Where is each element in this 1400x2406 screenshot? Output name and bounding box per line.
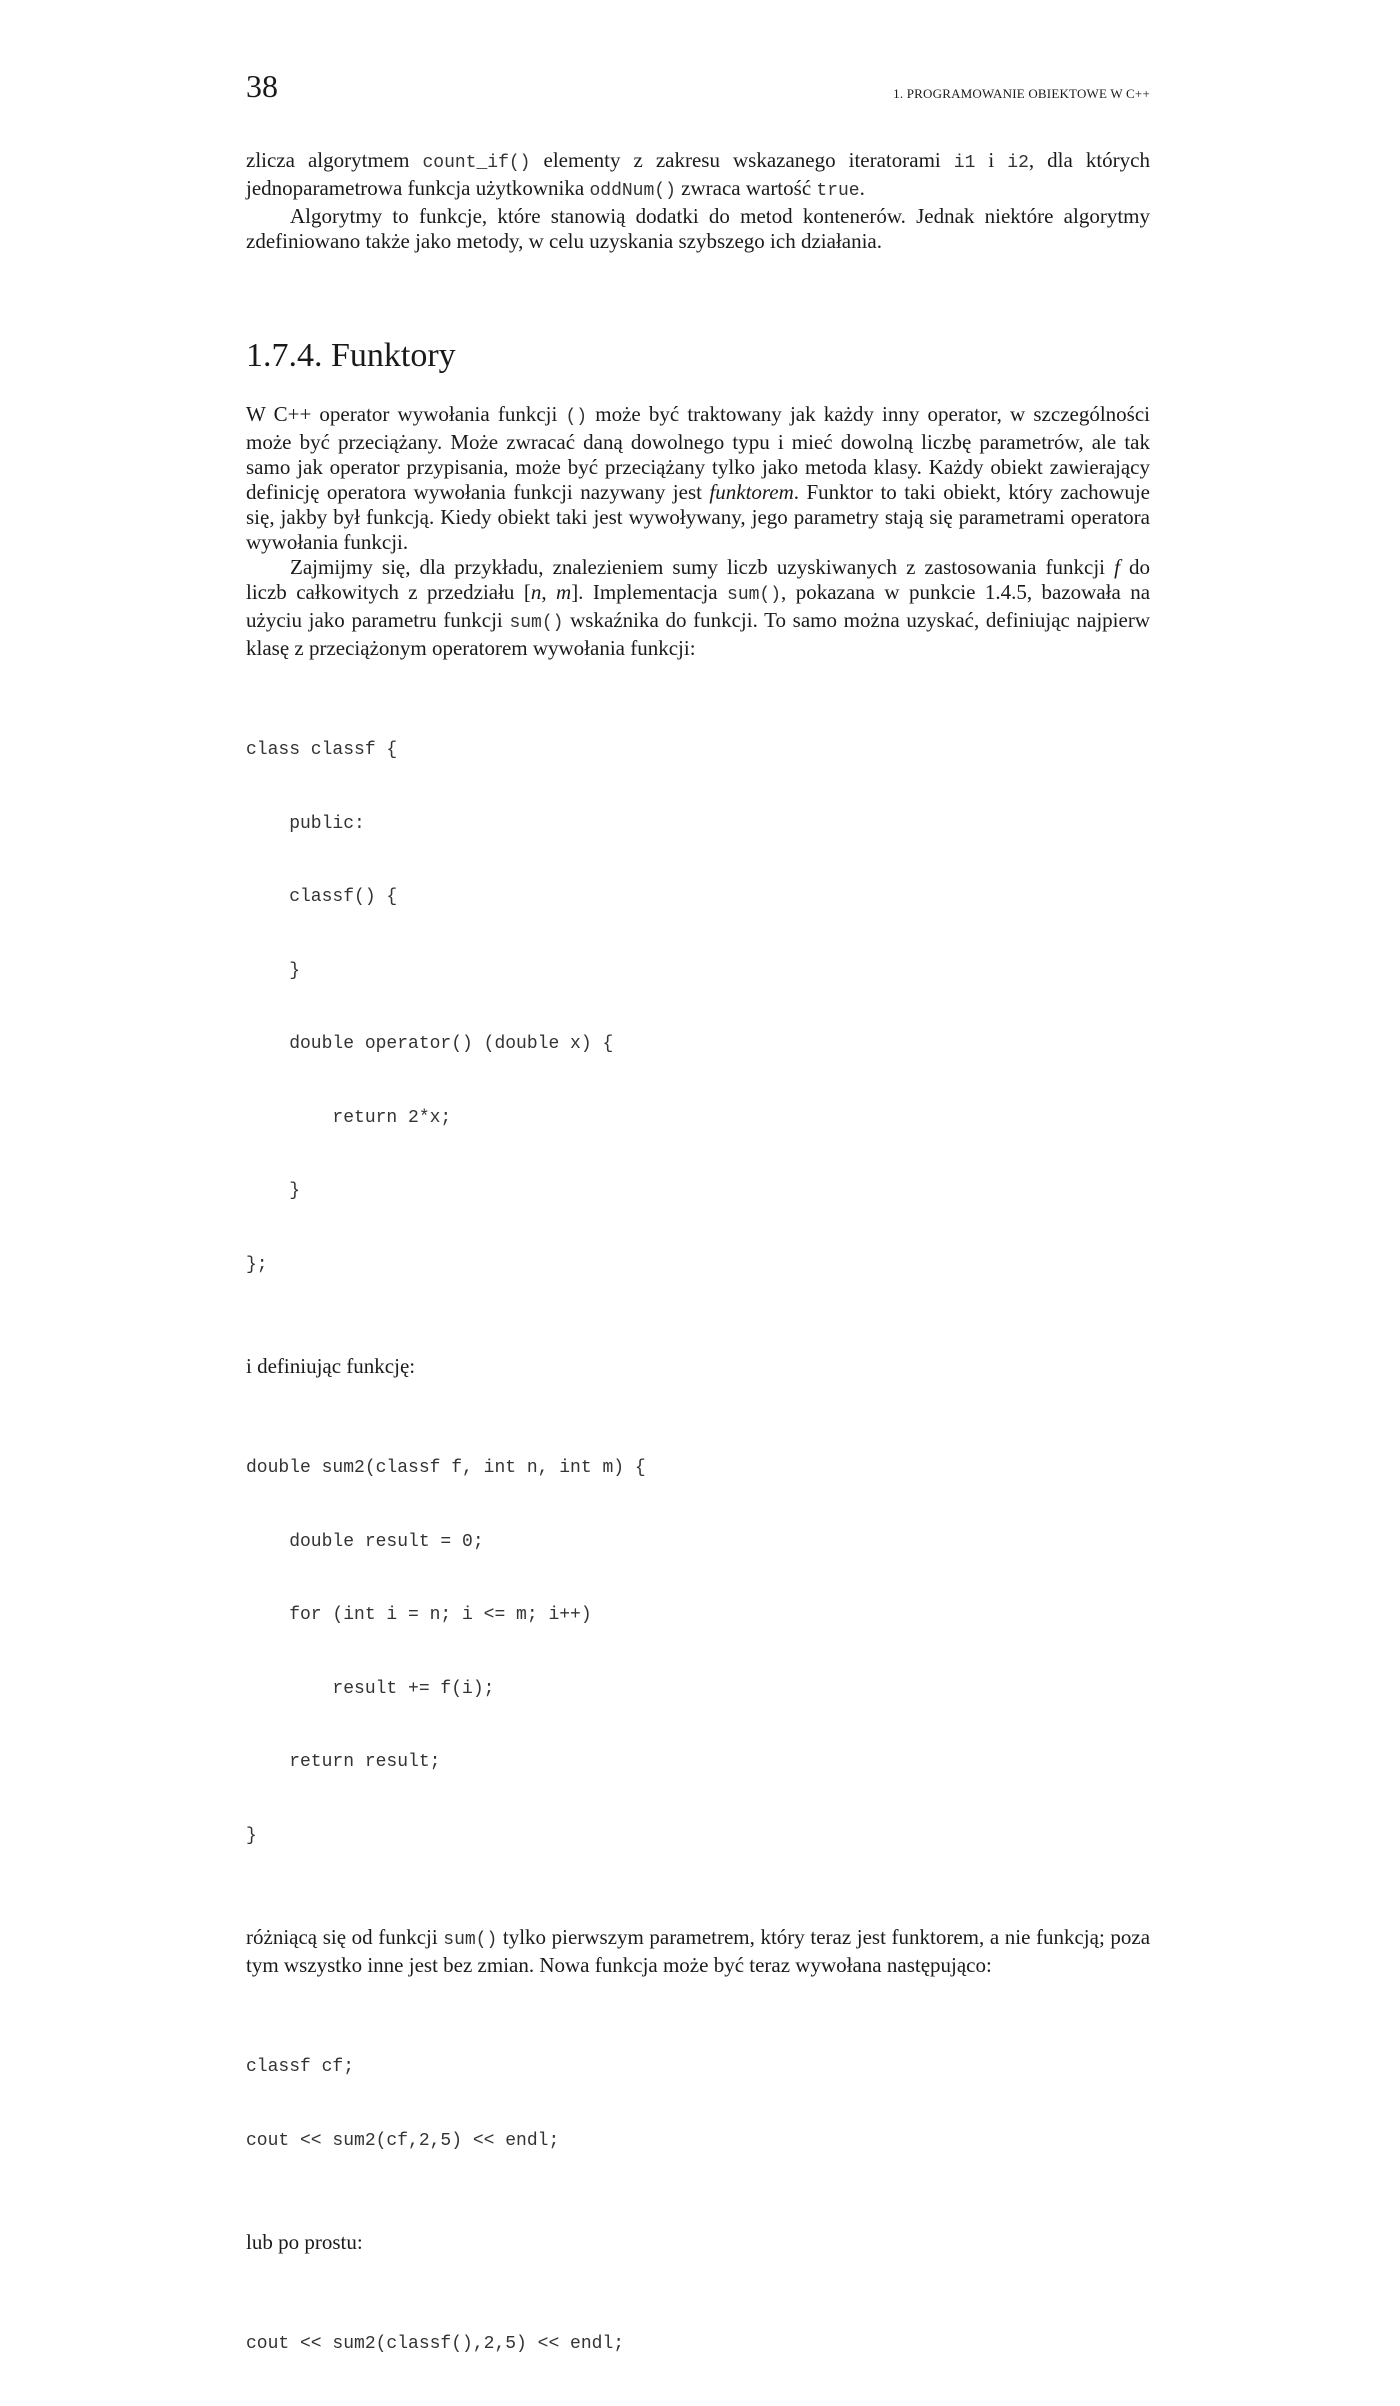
code-sum-3: sum() bbox=[443, 1930, 498, 1950]
code-oddnum: oddNum() bbox=[589, 181, 676, 201]
running-head: 1. PROGRAMOWANIE OBIEKTOWE W C++ bbox=[893, 86, 1150, 101]
code-line: for (int i = n; i <= m; i++) bbox=[246, 1605, 592, 1625]
code-line: cout << sum2(cf,2,5) << endl; bbox=[246, 2130, 560, 2151]
code-line: } bbox=[246, 1181, 301, 1201]
code-sum-2: sum() bbox=[509, 613, 564, 633]
code-block-classf bbox=[246, 689, 1150, 1326]
code-line: } bbox=[246, 1825, 257, 1846]
term-funktorem: funktorem bbox=[709, 480, 794, 504]
code-line: }; bbox=[246, 1254, 268, 1275]
code-line: double result = 0; bbox=[246, 1531, 484, 1552]
code-i1: i1 bbox=[953, 153, 976, 173]
page-header bbox=[246, 66, 1150, 116]
code-line: double sum2(classf f, int n, int m) { bbox=[246, 1458, 646, 1478]
code-block-call-cf bbox=[246, 2006, 1150, 2202]
code-sum: sum() bbox=[727, 585, 782, 605]
page-body bbox=[246, 148, 1150, 2406]
code-line: return result; bbox=[246, 1752, 441, 1772]
code-block-call-temp bbox=[246, 2283, 1150, 2406]
section-heading: 1.7.4. Funktory bbox=[246, 337, 456, 374]
code-call-operator: () bbox=[565, 407, 588, 427]
code-block-sum2 bbox=[246, 1407, 1150, 1897]
code-line: return 2*x; bbox=[246, 1107, 452, 1128]
code-count-if: count_if() bbox=[422, 153, 531, 173]
code-line: result += f(i); bbox=[246, 1678, 495, 1699]
code-line: class classf { bbox=[246, 740, 398, 760]
page-number: 38 bbox=[246, 68, 278, 104]
code-line: public: bbox=[246, 813, 365, 834]
code-line: } bbox=[246, 960, 301, 981]
code-line: classf() { bbox=[246, 887, 398, 907]
paragraph-intro-1: zlicza algorytmem count_if() elementy z zakresu wskazanego iteratorami i1 i i2, dla których jednoparametrowa funkcja użytkownika oddNum() zwraca wartość true. bbox=[246, 148, 1150, 201]
paragraph-intro-2: Algorytmy to funkcje, które stanowią dodatki do metod kontenerów. Jednak niektóre algorytmy zdefiniowano także jako metody, w celu uzyskania szybszego ich działania. bbox=[246, 204, 1150, 253]
code-line: cout << sum2(classf(),2,5) << endl; bbox=[246, 2334, 625, 2354]
paragraph-define-function: i definiując funkcję: bbox=[246, 1354, 416, 1378]
code-i2: i2 bbox=[1007, 153, 1029, 173]
paragraph-difference: różniącą się od funkcji sum() tylko pierwszym parametrem, który teraz jest funktorem, a nie funkcją; poza tym wszystko inne jest bez zmian. Nowa funkcja może być teraz wywołana następująco: bbox=[246, 1925, 1151, 1977]
paragraph-sum-example: Zajmijmy się, dla przykładu, znalezieniem sumy liczb uzyskiwanych z zastosowania funkcji f do liczb całkowitych z przedziału [n, m]. Implementacja sum(), pokazana w punkcie 1.4.5, bazowała na użyciu jako parametru funkcji sum() wskaźnika do funkcji. To samo można uzyskać, definiując najpierw klasę z przeciążonym operatorem wywołania funkcji: bbox=[246, 555, 1151, 660]
code-line: classf cf; bbox=[246, 2057, 355, 2077]
paragraph-or-simply: lub po prostu: bbox=[246, 2230, 363, 2254]
code-line: double operator() (double x) { bbox=[246, 1034, 614, 1054]
code-true: true bbox=[816, 181, 860, 201]
paragraph-functor-definition: W C++ operator wywołania funkcji () może być traktowany jak każdy inny operator, w szczególności może być przeciążany. Może zwracać daną dowolnego typu i mieć dowolną liczbę parametrów, ale tak samo jak operator przypisania, może być przeciążany tylko jako metoda klasy. Każdy obiekt zawierający definicję operatora wywołania funkcji nazywany jest funktorem. Funktor to taki obiekt, który zachowuje się, jakby był funkcją. Kiedy obiekt taki jest wywoływany, jego parametry stają się parametrami operatora wywołania funkcji. bbox=[246, 402, 1150, 554]
